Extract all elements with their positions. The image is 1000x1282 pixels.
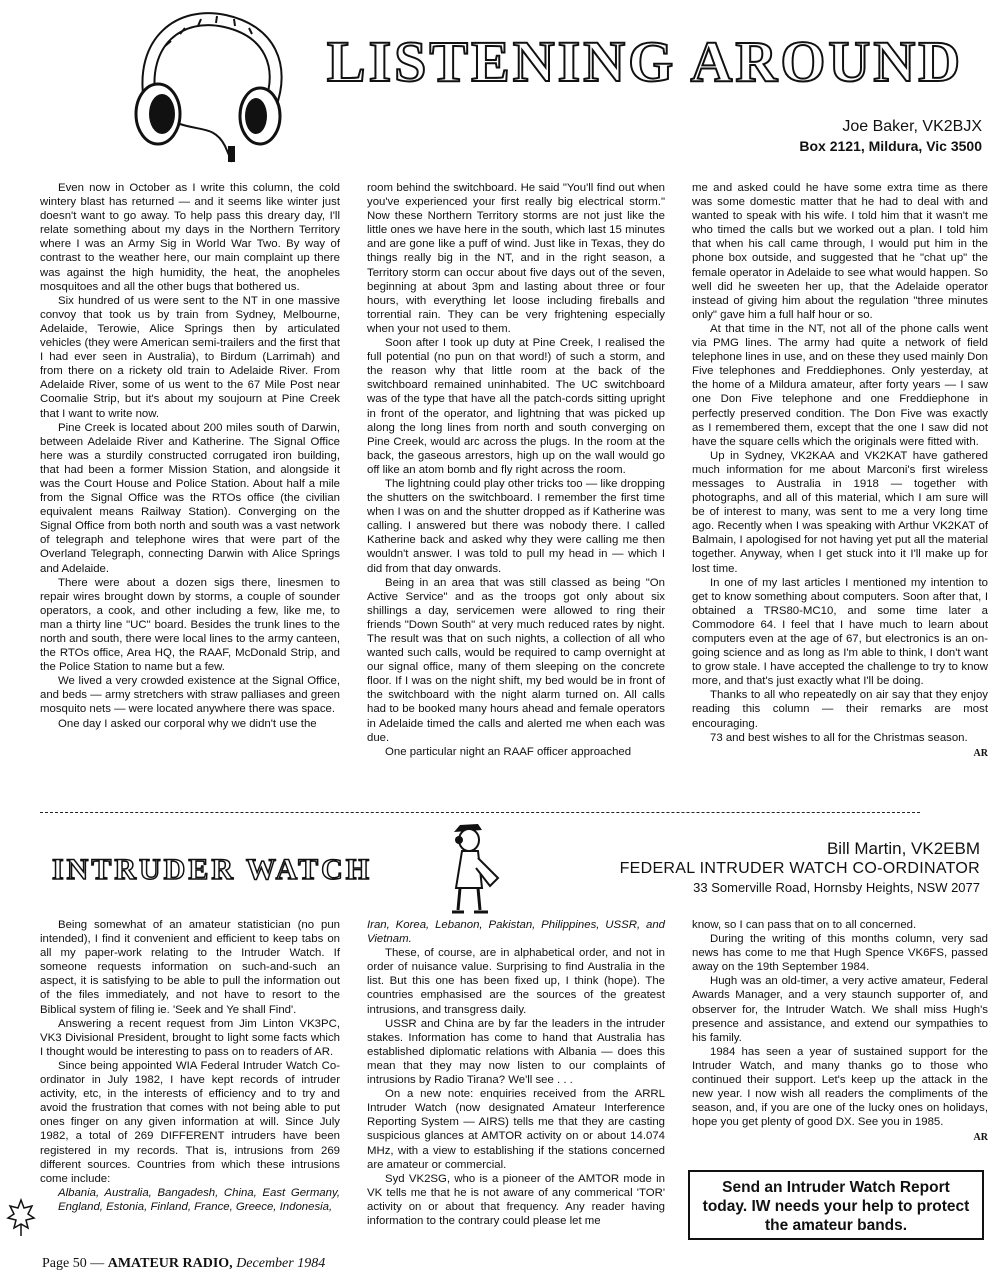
paragraph: At that time in the NT, not all of the phone calls went via PMG lines. The army had quite a network of field telephone lines in use, and on these they used mainly Don Five telephones and Freddiephones. Only yesterday, at the home of a Mildura amateur, after forty years — I saw one Don Five telephone and one Freddiephone in perfectly preserved condition. The Don Five was exactly as I remembered them, except that the one I saw did not have the square cells which the originals were fitted with. — [692, 322, 988, 448]
paragraph: One particular night an RAAF officer approached — [385, 745, 632, 758]
issue-date: December 1984 — [236, 1256, 326, 1271]
paragraph: 1984 has seen a year of sustained support for the Intruder Watch, and many thanks go to those who continued their support. Let's keep up the attack in the new year. I now wish all readers the compliments of the season, and, if you are one of the lucky ones on holidays, hope you get plenty of good DX. See you in 1985. — [692, 1045, 988, 1129]
author-role: FEDERAL INTRUDER WATCH CO-ORDINATOR — [619, 860, 980, 877]
paragraph: know, so I can pass that on to all concerned. — [692, 919, 917, 931]
intruder-byline — [520, 838, 980, 896]
intruder-column-1 — [40, 918, 340, 1248]
listening-column-3 — [692, 181, 988, 793]
paragraph: The lightning could play other tricks too — like dropping the shutters on the switchboard. I remember the first time when I was on and the shutter dropped as if Katherine was calling. I answered but there was nobody there. I called Katherine back and asked why they were calling me then wouldn't answer. I was told to pull my head in — which I did from that day onwards. — [367, 477, 665, 575]
paragraph: Being in an area that was still classed as being "On Active Service" and as the troops got only about six shillings a day, servicemen were allowed to ring their friends "Down South" at very much reduced rates by night. The result was that on such nights, a collection of all who wanted such calls, would be required to camp overnight at our signal office, many of them sleeping on the concrete floor. If I was on the night shift, my bed would be in front of the switchboard with the night alarm turned on. All calls had to be booked many hours ahead and female operators in Adelaide timed the calls and alerted me when each was due. — [367, 576, 665, 744]
paragraph: Pine Creek is located about 200 miles south of Darwin, between Adelaide River and Katherine. The Signal Office here was a sturdily constructed corrugated iron building, that had been a former Mission Station, and alongside it was the Court House and Police Station. About half a mile from the Signal Office was the RTOs office (the civilian equivalent means Railway Station). Converging on the Signal Office from both north and south was a vast network of telegraph and telephone wires that were part of the Overland Telegraph, connecting Darwin with Alice Springs and Adelaide. — [40, 421, 340, 575]
author-name: Joe Baker, VK2BJX — [842, 118, 982, 135]
paragraph: Being somewhat of an amateur statistician (no pun intended), I find it convenient and efficient to keep tabs on all my paper-work relating to the Intruder Watch. If someone requests information on such-and-such an aspect, it is satisfying to be able to pull the information out of the files immediately, and not have to resort to the Biblical system of filing ie. 'Seek and Ye shall Find'. — [40, 919, 340, 1016]
paragraph: We lived a very crowded existence at the Signal Office, and beds — army stretchers with straw palliases and green mosquito nets — were located anywhere there was space. — [40, 675, 340, 716]
page-footer — [42, 1256, 325, 1272]
paragraph: Iran, Korea, Lebanon, Pakistan, Philippines, USSR, and Vietnam. — [367, 919, 665, 946]
paragraph: 73 and best wishes to all for the Christmas season. — [710, 731, 968, 744]
paragraph: Albania, Australia, Bangadesh, China, East Germany, England, Estonia, Finland, France, Greece, Indonesia, — [58, 1186, 340, 1213]
paragraph: Up in Sydney, VK2KAA and VK2KAT have gathered much information for me about Marconi's first wireless messages to Australia in 1918 — together with photographs, and all of this material, which I am sure will be of interest to many, was sent to me a very long time ago. Recently when I was speaking with Arthur VK2KAT of Balmain, I apologised for not having yet put all the material together. Anyway, when I get stuck into it I'll make up for lost time. — [692, 449, 988, 575]
paragraph: Answering a recent request from Jim Linton VK3PC, VK3 Divisional President, brought to light some facts which I thought would be interesting to pass on to readers of AR. — [40, 1017, 340, 1058]
paragraph: Even now in October as I write this column, the cold wintery blast has returned — and it seems like winter just doesn't want to go away. To help pass this dreary day, I'll relate something about my days in the Northern Territory where I was an Army Sig in World War Two. By way of contrast to the weather here, our main complaint up there was against the high humidity, the heat, the anopheles mosquitoes and all the other bugs that bothered us. — [40, 182, 340, 293]
listening-byline — [582, 117, 982, 155]
intruder-column-2 — [367, 918, 665, 1248]
headphones-icon — [120, 6, 290, 166]
listening-around-title: LISTENING AROUND — [326, 29, 964, 94]
section-divider — [40, 812, 920, 813]
paragraph: In one of my last articles I mentioned my intention to get to know something about computers. Soon after that, I obtained a TRS80-MC10, and some time later a Commodore 64. I feel that I have much to learn about computers even at the age of 67, but electronics is an on-going science and as long as I'm able to think, I don't want to grow stale. I have accepted the challenge to try to know more, and that's just exactly what I'll be doing. — [692, 576, 988, 688]
listener-figure-icon — [432, 818, 512, 918]
listening-column-2 — [367, 181, 665, 793]
page-number: Page 50 — — [42, 1256, 105, 1271]
author-address: Box 2121, Mildura, Vic 3500 — [799, 138, 982, 154]
paragraph: me and asked could he have some extra time as there was some domestic matter that he had to deal with and wanted to speak with his wife. I told him that it wasn't me who timed the calls but we worked out a plan. I told him that when his call came through, I would put him in the phone box outside, and suggested that he "chat up" the female operator in Adelaide to see what would happen. So well did he sweeten her up, that the Adelaide operator instead of giving him about the regulation "three minutes only" gave him a full half hour or so. — [692, 182, 988, 321]
paragraph: During the writing of this months column, very sad news has come to me that Hugh Spence VK6FS, passed away on the 19th September 1984. — [692, 933, 988, 974]
intruder-watch-title: INTRUDER WATCH — [52, 853, 373, 886]
listening-column-1 — [40, 181, 340, 793]
paragraph: These, of course, are in alphabetical order, and not in order of nuisance value. Surprising to find Australia in the list. But this one has been fixed up, I think (hope). The countries emphasised are the sources of the greatest intrusions, and transgress daily. — [367, 947, 665, 1016]
author-name: Bill Martin, VK2EBM — [826, 839, 980, 858]
paragraph: There were about a dozen sigs there, linesmen to repair wires brought down by storms, a couple of sounder operators, a cook, and other including a few, like me, to man a thirty line "UC" board. Besides the trunk lines to the north and south, there were local lines to the army canteen, the RTOs office, Area HQ, the RAAF, McDonald Strip, and the Police Station to name but a few. — [40, 576, 340, 674]
paragraph: Since being appointed WIA Federal Intruder Watch Co-ordinator in July 1982, I have kept records of intruder activity, etc, in the interests of efficiency and to try and avoid the frustration that comes with not being able to put ones finger on any given information at will. Since July 1982, a total of 269 DIFFERENT intruders have been registered in my records. That is, intrusions from 269 different sources. Countries from which these intrusions come include: — [40, 1059, 340, 1185]
paragraph: USSR and China are by far the leaders in the intruder stakes. Information has come to hand that Australia has established diplomatic relations with Albania — does this mean that they may now listen to our complaints of intrusions by Radio Tirana? We'll see . . . — [367, 1017, 665, 1087]
intruder-report-callout: Send an Intruder Watch Report today. IW needs your help to protect the amateur bands. — [688, 1170, 984, 1240]
paragraph: Six hundred of us were sent to the NT in one massive convoy that took us by train from Sydney, Melbourne, Adelaide, Terowie, Alice Springs then by articulated vehicles (they were American semi-trailers and the first that I had ever seen in Australia), to Birdum (Larrimah) and from there on a rickety old train to Adelaide River. From Adelaide River, some of us went to the 67 Mile Post near Coomalie Strip, but it's about my soujourn at Pine Creek that I want to write now. — [40, 294, 340, 420]
listening-columns — [40, 181, 988, 793]
end-mark: AR — [973, 1132, 988, 1144]
paragraph: One day I asked our corporal why we didn't use the — [58, 717, 317, 730]
paragraph: Syd VK2SG, who is a pioneer of the AMTOR mode in VK tells me that he is not aware of any commerical 'TOR' activity on or about that frequency. Any reader having information to the contrary could please let me — [367, 1172, 665, 1227]
paragraph: On a new note: enquiries received from the ARRL Intruder Watch (now designated Amateur Interference Reporting System — AIRS) tells me that they are casting suspicious glances at AMTOR activity on or about 14.074 MHz, with a view to establishing if the stations concerned are amateur or commercial. — [367, 1088, 665, 1171]
paragraph: Hugh was an old-timer, a very active amateur, Federal Awards Manager, and a very staunch supporter of, and observer for, the Intruder Watch. We shall miss Hugh's presence and assistance, and extend our sympathies to his family. — [692, 975, 988, 1044]
paragraph: Thanks to all who repeatedly on air say that they enjoy reading this column — their remarks are most encouraging. — [692, 689, 988, 730]
paragraph: Soon after I took up duty at Pine Creek, I realised the full potential (no pun on that word!) of such a storm, and the reason why that little room at the back of the switchboard remained uninhabited. The UC switchboard was of the type that have all the patch-cords sitting upright in front of the operator, and lightning that was picked up along the long lines from north and south converging on Pine Creek, would arc across the plugs. In the room at the back, the gaseous arrestors, high up on the wall would go off like an atom bomb and fly right across the room. — [367, 337, 665, 476]
end-mark: AR — [973, 747, 988, 759]
leaf-emblem-icon — [6, 1198, 36, 1238]
author-address: 33 Somerville Road, Hornsby Heights, NSW 2077 — [693, 880, 980, 895]
paragraph: room behind the switchboard. He said "You'll find out when you've experienced your first really big electrical storm." Now these Northern Territory storms are not just like the little ones we have here in the south, which last 15 minutes and are gone like a puff of wind. Just like in Texas, they do things really big in the NT, and in the right season, a Territory storm can occur about five days out of the seven, beginning at about 3pm and lasting about three or four hours, with everything let loose including fireballs and torrential rain. They can be very frightening especially when your not used to them. — [367, 182, 665, 335]
magazine-name: AMATEUR RADIO, — [107, 1256, 233, 1271]
